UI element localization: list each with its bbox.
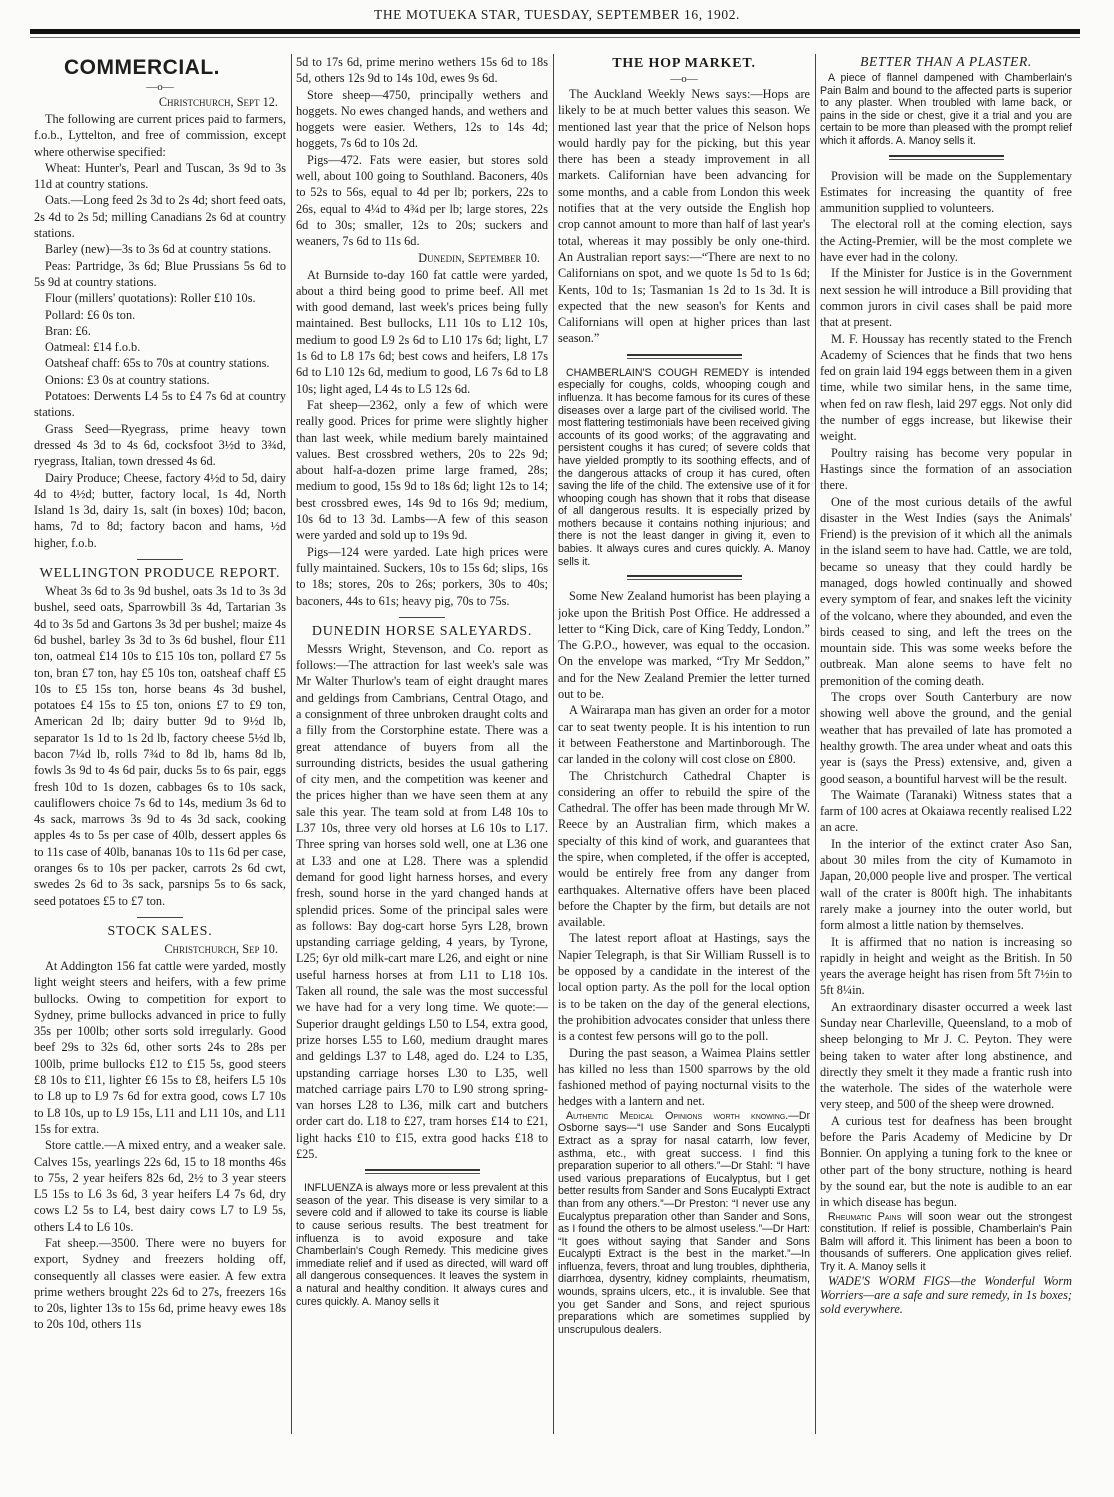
dateline: Christchurch, Sep 10. bbox=[164, 941, 278, 956]
article-paragraph: If the Minister for Justice is in the Government next session he will introduce a Bill providing that common jurors in civil cases shall be paid more that at present. bbox=[820, 266, 1072, 330]
article-paragraph: During the past season, a Waimea Plains settler has killed no less than 1500 sparrows by the old fashioned method of paying nocturnal visits to the hedges with a lantern and net. bbox=[558, 1045, 810, 1109]
article-paragraph: It is affirmed that no nation is increasing so rapidly in height and weight as the British. In 50 years the average height has risen from 5ft 7½in to 5ft 8¼in. bbox=[820, 934, 1072, 998]
advertisement bbox=[558, 1110, 810, 1337]
article-paragraph: M. F. Houssay has recently stated to the French Academy of Sciences that he finds that two hens fed on grain laid 194 eggs between them in a given time, while two similar hens, in the same time, when fed on raw flesh, laid 297 eggs. Not only did the number of eggs increase, but likewise their weight. bbox=[820, 331, 1072, 444]
article-paragraph: In the interior of the extinct crater Aso San, about 30 miles from the city of Kumamoto in Japan, 20,000 people live and prosper. The vertical wall of the crater is 800ft high. The inhabitants rarely make a journey into the outer world, but form almost a little nation by themselves. bbox=[820, 836, 1072, 933]
article-paragraph: Pigs—124 were yarded. Late high prices were fully maintained. Suckers, 10s to 15s 6d; slips, 16s to 18s; stores, 20s to 26s; porkers, 30s to 40s; baconers, 44s to 61s; heavy pig, 70s to 75s. bbox=[296, 544, 548, 608]
article-paragraph: The latest report afloat at Hastings, says the Napier Telegraph, is that Sir William Russell is to be opposed by a candidate in the interest of the local option party. As the poll for the local option is to be taken on the day of the general elections, the prohibition advocates consider that unless there is a contest few persons will go to the poll. bbox=[558, 931, 810, 1044]
divider-rule bbox=[399, 617, 445, 618]
section-heading: WELLINGTON PRODUCE REPORT. bbox=[39, 566, 281, 582]
column-divider bbox=[553, 54, 554, 1434]
article-paragraph: A curious test for deafness has been brought before the Paris Academy of Medicine by Dr Bonnier. On applying a tuning fork to the knee or other part of the bony structure, nothing is heard by the sound ear, but the note is audible to an ear in which disease has begun. bbox=[820, 1113, 1072, 1210]
article-paragraph: Bran: £6. bbox=[45, 323, 91, 338]
masthead: THE MOTUEKA STAR, TUESDAY, SEPTEMBER 16, 1902. bbox=[373, 7, 741, 22]
advert-heading: BETTER THAN A PLASTER. bbox=[860, 54, 1032, 69]
article-paragraph: Store cattle.—A mixed entry, and a weaker sale. Calves 15s, yearlings 22s 6d, 15 to 18 months 46s to 75s, 2 year heifers 82s 6d, 2½ to 3 year steers L5 15s to L6 3s 6d, 3 year heifers L4 7s 6d, dry cows L2 5s to L4, best dairy cows L7 to L9 5s, others L4 to L6 10s. bbox=[34, 1138, 286, 1234]
article-paragraph: Store sheep—4750, principally wethers and hoggets. No ewes changed hands, and wethers and hoggets were easier. Wethers, 12s to 14s 4d; hoggets, 7s 6d to 10s 2d. bbox=[296, 87, 548, 151]
article-paragraph: Pigs—472. Fats were easier, but stores sold well, about 100 going to Southland. Baconers, 40s to 52s to 56s, equal to 4d per lb; porkers, 22s to 26s, equal to 4¼d to 4¾d per lb; large stores, 22s 6d to 30s; smaller, 12s to 20s; suckers and weaners, 7s 6d to 11s 6d. bbox=[296, 152, 548, 249]
article-paragraph: An extraordinary disaster occurred a week last Sunday near Charleville, Queensland, to a mob of sheep belonging to Mr J. C. Peyton. They were being taken to water after long abstinence, and directly they smelt it they made a frantic rush into the waterhole. The sides of the waterhole were very steep, and 500 of the sheep were drowned. bbox=[820, 999, 1072, 1112]
article-paragraph: Oatsheaf chaff: 65s to 70s at country stations. bbox=[45, 356, 270, 371]
masthead-thin-rule bbox=[30, 37, 1080, 38]
advertisement: WADE'S WORM FIGS—the Wonderful Worm Worriers—are a safe and sure remedy, in 1s boxes; sold everywhere. bbox=[820, 1273, 1072, 1316]
article-paragraph: Fat sheep.—3500. There were no buyers for export, Sydney and freezers holding off, consequently all classes were easier. A few extra prime wethers brought 22s 6d to 27s, freezers 16s to 20s, lighter 13s to 15s 6d, prime heavy ewes 18s to 20s 10d, others 11s bbox=[34, 1236, 286, 1332]
article-paragraph: Wheat 3s 6d to 3s 9d bushel, oats 3s 1d to 3s 3d bushel, seed oats, Sparrowbill 3s 4d, Tartarian 3s 4d to 3s 5d and Gartons 3s 3d per bushel; maize 4s 6d bushel, barley 3s 3d to 3s 6d bushel, flour £11 ton, oatmeal £14 10s to £15 10s ton, pollard £7 5s ton, bran £7 ton, hay £5 10s ton, oatsheaf chaff £5 10s to £5 15s ton, horse beans 4s 3d bushel, potatoes £4 15s to £5 ton, onions £7 to £9 ton, American 2d lb; dairy butter 9d to 9½d lb, separator 1s 1d to 1s 2d lb, factory cheese 5½d lb, bacon 7¼d lb, rolls 7¾d to 8d lb, hams 8d lb, fowls 3s 9d to 4s 6d pair, ducks 5s to 6s pair, eggs fresh 10d to 1s dozen, cabbages 6s to 10s sack, cauliflowers choice 7s 6d to 14s, medium 3s 6d to 4s sack, marrows 3s 9d to 4s 3d sack, cooking apples 4s to 5s per case of 40lb, dessert apples 6s to 11s case of 40lb, bananas 10s to 11s 6d per case, oranges 6s to 10s per packer, carrots 2s 6d cwt, swedes 2s 6d to 3s sack, parsnips 5s to 6s sack, seed potatoes £5 to £7 ton. bbox=[34, 584, 286, 908]
article-paragraph: The electoral roll at the coming election, says the Acting-Premier, will be the most complete we have ever had in the colony. bbox=[820, 217, 1072, 265]
dateline: Dunedin, September 10. bbox=[418, 250, 540, 265]
article-paragraph: At Addington 156 fat cattle were yarded, mostly light weight steers and heifers, with a few prime bullocks. Owing to competition for export to Sydney, prime bullocks advanced in price to fully 35s per 100lb; other sorts sold irregularly. Good beef 29s to 32s 6d, other sorts 24s to 28s per 100lb, prime bullocks £12 to £15 5s, good steers £8 10s to £11, lighter £6 15s to £8, heifers L5 10s to L8 up to L9 7s 6d for extra good, cows L7 10s to L8 10s, up to L9 15s, L11 and L11 10s, and L11 15s for extra. bbox=[34, 958, 286, 1136]
article-paragraph: The Auckland Weekly News says:—Hops are likely to be at much better values this season. We mentioned last year that the price of Nelson hops would hardly pay for the picking, but this year there has been a steady improvement in all markets. Californian have been advancing for some months, and a cable from London this week notifies that at the very outside the English hop crop cannot amount to more than half of last year's total, whereas it may possibly be only one-third. An Australian report says:—“There are next to no Californians on spot, and we quote 1s 5d to 1s 6d; Kents, 10d to 1s; Tasmanian 1s 2d to 1s 3d. It is expected that the new season's for Kents and Californians will open at higher prices than last season.” bbox=[558, 87, 810, 346]
section-heading: THE HOP MARKET. bbox=[612, 56, 756, 71]
dateline: Christchurch, Sept 12. bbox=[158, 95, 278, 109]
column-divider bbox=[815, 54, 816, 1434]
article-paragraph: The Waimate (Taranaki) Witness states that a farm of 100 acres at Okaiawa recently realised L22 an acre. bbox=[820, 787, 1072, 835]
column-1 bbox=[34, 54, 286, 1454]
article-paragraph: Some New Zealand humorist has been playing a joke upon the British Post Office. He addressed a letter to “King Dick, care of King Teddy, London.” The G.P.O., however, was equal to the occasion. On the envelope was marked, “Try Mr Seddon,” and for the New Zealand Premier the letter turned out to be. bbox=[558, 589, 810, 702]
article-paragraph: 5d to 17s 6d, prime merino wethers 15s 6d to 18s 5d, others 12s 9d to 14s 10d, ewes 9s 6d. bbox=[296, 55, 548, 86]
article-paragraph: Fat sheep—2362, only a few of which were really good. Prices for prime were slightly higher than last week, while medium barely maintained values. Best crossbred wethers, 20s to 22s 9d; about half-a-dozen prime large framed, 28s; medium to good, 15s 9d to 18s 6d; light 12s to 14; best crossbred ewes, 14s 9d to 16s 9d; medium, 10s 6d to 13 3d. Lambs—A few of this season were yarded and sold up to 19s 9d. bbox=[296, 397, 548, 543]
article-paragraph: Messrs Wright, Stevenson, and Co. report as follows:—The attraction for last week's sale was Mr Walter Thurlow's team of eight draught mares and geldings from Cambrians, Central Otago, and a consignment of three unbroken draught colts and a filly from the Corstorphine estate. There was a great attendance of buyers from all the surrounding districts, besides the usual gathering of city men, and the competition was keener and the prices higher than we have seen them at any sale this year. The team sold at from L48 10s to L37 10s, three very old horses at L6 10s to L17. Three spring van horses sold well, one at L36 one at L33 and one at L28. There was a splendid demand for good light harness horses, and every fresh, sound horse in the yard changed hands at splendid prices. Some of the principal sales were as follows: Bay dog-cart horse 5yrs L28, brown upstanding carriage gelding, 4 years, by Tyrone, L25; 6yr old milk-cart mare L26, and eight or nine useful harness horses at from L11 to L18 10s. Taken all round, the sale was the most successful we have had for a very long time. We quote:—Superior draught geldings L50 to L54, extra good, prize horses L55 to L60, medium draught mares and geldings L37 to L48, aged do. L24 to L35, upstanding carriage horses L30 to L35, well matched carriage pairs L70 to L90 strong spring-van horses L28 to L36, milk cart and butchers order cart do. L18 to £27, tram horses £14 to £21, light hacks £10 to £15, extra good hacks £18 to £25. bbox=[296, 641, 548, 1161]
advertisement: CHAMBERLAIN'S COUGH REMEDY is intended especially for coughs, colds, whooping cough and influenza. It has become famous for its cures of these diseases over a large part of the civilised world. The most flattering testimonials have been received giving accounts of its good works; of the aggravating and persistent coughs it has cured; of severe colds that have yielded promptly to its soothing effects, and of the dangerous attacks of croup it has cured, often saving the life of the child. The extensive use of it for whooping cough has shown that it robs that disease of all dangerous results. It is especially prized by mothers because it contains nothing injurious; and there is not the least danger in giving it, even to babies. It always cures and cures quickly. A. Manoy sells it. bbox=[558, 366, 810, 568]
advert-lead: Authentic Medical Opinions worth knowing. bbox=[566, 1109, 789, 1122]
column-divider bbox=[291, 54, 292, 1434]
article-paragraph: Pollard: £6 0s ton. bbox=[45, 307, 136, 322]
article-paragraph: Dairy Produce; Cheese, factory 4½d to 5d, dairy 4d to 4½d; butter, factory local, 1s 4d, North Island 1s 3d, dairy 1s, salt (in boxes) 10d; bacon, hams, 7d to 8d; factory bacon and hams, ½d higher, f.o.b. bbox=[34, 470, 286, 550]
double-divider-rule bbox=[627, 354, 742, 359]
advert-lead: Rheumatic Pains bbox=[828, 1210, 902, 1223]
article-paragraph: At Burnside to-day 160 fat cattle were yarded, about a third being good to prime beef. All met with good demand, last week's prices being fully maintained. Best bullocks, L11 10s to L12 10s, medium to good L9 2s 6d to L10 17s 6d; light, L7 1s 6d to L8 17s 6d; best cows and heifers, L8 17s 6d to L10 12s 6d, medium to good, L6 7s 6d to L8 10s; light aged, L4 4s to L5 12s 6d. bbox=[296, 267, 548, 396]
column-3 bbox=[558, 54, 810, 1454]
advertisement: A piece of flannel dampened with Chamberlain's Pain Balm and bound to the affected parts is superior to any plaster. When troubled with lame back, or pains in the side or chest, give it a trial and you are certain to be more than pleased with the prompt relief which it affords. A. Manoy sells it. bbox=[820, 72, 1072, 147]
article-paragraph: Flour (millers' quotations): Roller £10 10s. bbox=[45, 291, 256, 306]
article-paragraph: Wheat: Hunter's, Pearl and Tuscan, 3s 9d to 3s 11d at country stations. bbox=[34, 160, 286, 192]
section-heading: DUNEDIN HORSE SALEYARDS. bbox=[311, 623, 533, 639]
article-paragraph: One of the most curious details of the awful disaster in the West Indies (says the Animals' Friend) is the prevision of it which all the animals in the island seem to have had. Cattle, we are told, became so uneasy that they could hardly be managed, dogs howled continually and showed every symptom of fear, and snakes left the vicinity of the volcano, where they abounded, and even the birds ceased to sing, and left the trees on the mountain side. This was some weeks before the outbreak. Man alone seems to have felt no premonition of the coming death. bbox=[820, 494, 1072, 688]
article-paragraph: A Wairarapa man has given an order for a motor car to seat twenty people. It is his intention to run it between Featherstone and Martinborough. The car landed in the colony will cost close on £800. bbox=[558, 703, 810, 767]
article-paragraph: The Christchurch Cathedral Chapter is considering an offer to rebuild the spire of the Cathedral. The offer has been made through Mr W. Reece by an Australian firm, which makes a specialty of this kind of work, and guarantees that the spire, when completed, if the offer is accepted, would be entirely free from any danger from earthquakes. Alternative offers have been placed before the Chapter by the firm, but details are not available. bbox=[558, 768, 810, 930]
article-paragraph: Oats.—Long feed 2s 3d to 2s 4d; short feed oats, 2s 4d to 2s 5d; milling Canadians 2s 6d at country stations. bbox=[34, 193, 286, 241]
article-paragraph: The following are current prices paid to farmers, f.o.b., Lyttelton, and free of commission, except where otherwise specified: bbox=[34, 112, 286, 159]
double-divider-rule bbox=[889, 155, 1004, 160]
article-paragraph: Peas: Partridge, 3s 6d; Blue Prussians 5s 6d to 5s 9d at country stations. bbox=[34, 258, 286, 289]
article-paragraph: Onions: £3 0s at country stations. bbox=[45, 372, 210, 387]
divider-rule bbox=[137, 917, 183, 918]
article-paragraph: Grass Seed—Ryegrass, prime heavy town dressed 4s 3d to 4s 6d, cocksfoot 3½d to 3¾d, ryegrass, Italian, town dressed 4s 6d. bbox=[34, 421, 286, 469]
column-2 bbox=[296, 54, 548, 1454]
article-paragraph: Barley (new)—3s to 3s 6d at country stations. bbox=[45, 242, 272, 257]
divider-rule bbox=[137, 559, 183, 560]
ornament-separator: —o— bbox=[146, 81, 174, 93]
section-heading: COMMERCIAL. bbox=[64, 56, 220, 79]
double-divider-rule bbox=[627, 575, 742, 580]
article-paragraph: Potatoes: Derwents L4 5s to £4 7s 6d at country stations. bbox=[34, 389, 286, 420]
advertisement: INFLUENZA is always more or less prevalent at this season of the year. This disease is very similar to a severe cold and if allowed to take its course is liable to cause serious results. The best treatment for influenza is to avoid exposure and take Chamberlain's Cough Remedy. This medicine gives immediate relief and if used as directed, will ward off all dangerous consequences. It leaves the system in a natural and healthy condition. It always cures and cures quickly. A. Manoy sells it bbox=[296, 1182, 548, 1308]
advert-text: will soon wear out the strongest constitution. If relief is possible, Chamberlain's Pain Balm will afford it. This liniment has been a boon to thousands of sufferers. One application gives relief. Try it. A. Manoy sells it bbox=[820, 1210, 1072, 1273]
ornament-separator: —o— bbox=[670, 73, 698, 85]
advert-text: —Dr Osborne says—“I use Sander and Sons Eucalypti Extract as a spray for nasal catarrh, low fever, asthma, etc., with great success. I find this preparation superior to all others.”—Dr Stahl: “I have used various preparations of Eucalyptus, but I get better results from Sander and Sons Eucalypti Extract than from any others.”—Dr Preston: “I never use any Eucalyptus preparation other than Sander and Sons, as I found the others to be almost useless.”—Dr Hart: “It goes without saying that Sander and Sons Eucalypti Extract is the best in the market.”—In influenza, fevers, throat and lung troubles, diphtheria, diarrhœa, dysentry, kidney complaints, rheumatism, wounds, sprains ulcers, etc., it is invaluble. See that you get Sander and Sons, and reject spurious preparations which are sometimes supplied by unscrupulous dealers. bbox=[558, 1109, 810, 1336]
double-divider-rule bbox=[365, 1169, 480, 1174]
column-4 bbox=[820, 54, 1072, 1454]
article-paragraph: Poultry raising has become very popular in Hastings since the formation of an association there. bbox=[820, 445, 1072, 493]
section-heading: STOCK SALES. bbox=[107, 923, 213, 939]
masthead-rule bbox=[30, 29, 1080, 34]
article-paragraph: Provision will be made on the Supplementary Estimates for increasing the quantity of free ammunition supplied to volunteers. bbox=[820, 168, 1072, 216]
article-paragraph: Oatmeal: £14 f.o.b. bbox=[45, 340, 141, 355]
article-paragraph: The crops over South Canterbury are now showing well above the ground, and the genial weather that has prevailed of late has promoted a healthy growth. The area under wheat and oats this year is (says the Press) extensive, and, given a good season, a bountiful harvest will be the result. bbox=[820, 690, 1072, 786]
advertisement bbox=[820, 1211, 1072, 1274]
